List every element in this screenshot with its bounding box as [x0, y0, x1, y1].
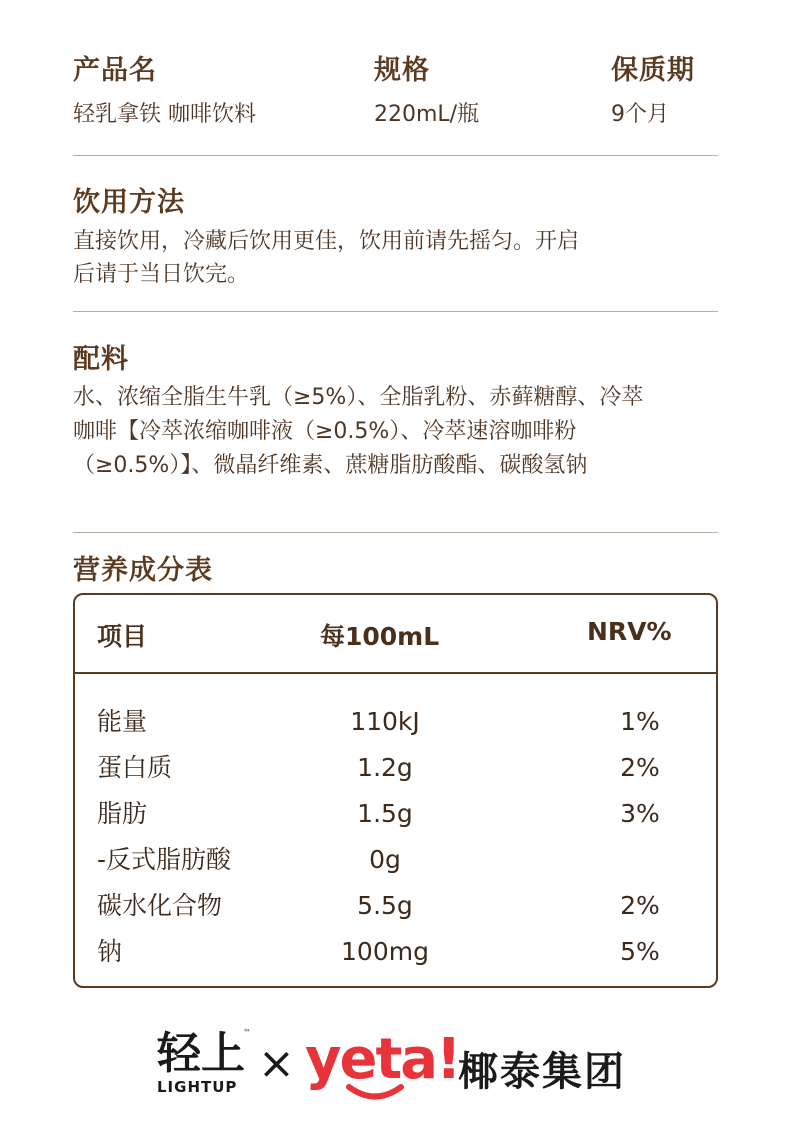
nutrition-header: 营养成分表 — [73, 555, 213, 586]
usage-line-1: 直接饮用，冷藏后饮用更佳，饮用前请先摇匀。开启 — [73, 229, 580, 254]
usage-line-2: 后请于当日饮完。 — [73, 262, 250, 287]
row-item: -反式脂肪酸 — [97, 845, 232, 874]
row-item: 碳水化合物 — [97, 891, 223, 920]
lightup-logo-cn: 轻上 — [157, 1028, 245, 1079]
row-item: 蛋白质 — [97, 753, 173, 782]
shelf-life-value: 9个月 — [611, 102, 669, 127]
row-nrv: 5% — [620, 937, 660, 966]
shelf-life-header: 保质期 — [611, 55, 695, 86]
ingredients-header: 配料 — [73, 344, 129, 375]
ingredients-line-3: （≥0.5%）】、微晶纤维素、蔗糖脂肪酸酯、碳酸氢钠 — [73, 453, 588, 478]
lightup-logo-en: LIGHTUP — [157, 1078, 238, 1096]
row-item: 能量 — [97, 707, 148, 736]
table-header-divider — [75, 672, 716, 674]
ingredients-line-2: 咖啡【冷萃浓缩咖啡液（≥0.5%）、冷萃速溶咖啡粉 — [73, 419, 577, 444]
divider-3 — [73, 532, 718, 533]
table-row — [75, 745, 716, 791]
brand-footer — [0, 1027, 790, 1110]
table-row — [75, 837, 716, 883]
yeta-group-name: 椰泰集团 — [458, 1049, 626, 1095]
row-item: 脂肪 — [97, 799, 148, 828]
table-row — [75, 929, 716, 975]
yeta-logo-text: yeta! — [305, 1027, 460, 1092]
row-value: 1.2g — [357, 753, 413, 782]
yeta-logo — [305, 1027, 460, 1092]
yeta-smile-icon — [345, 1084, 405, 1102]
collab-cross-icon: × — [258, 1038, 295, 1089]
col-per-100ml-header: 每100mL — [320, 622, 440, 651]
row-value: 110kJ — [350, 707, 420, 736]
row-nrv: 3% — [620, 799, 660, 828]
product-name-value: 轻乳拿铁 咖啡饮料 — [73, 102, 256, 127]
col-item-header: 项目 — [97, 622, 148, 651]
trademark-mark: ™ — [243, 1028, 251, 1037]
row-nrv: 2% — [620, 891, 660, 920]
usage-header: 饮用方法 — [73, 187, 185, 218]
row-nrv: 1% — [620, 707, 660, 736]
lightup-logo — [157, 1028, 251, 1096]
nutrition-table — [73, 593, 718, 988]
divider-1 — [73, 155, 718, 156]
table-row — [75, 791, 716, 837]
row-value: 100mg — [341, 937, 429, 966]
row-nrv: 2% — [620, 753, 660, 782]
spec-header: 规格 — [374, 55, 430, 86]
ingredients-line-1: 水、浓缩全脂生牛乳（≥5%）、全脂乳粉、赤藓糖醇、冷萃 — [73, 385, 644, 410]
row-value: 5.5g — [357, 891, 413, 920]
row-value: 1.5g — [357, 799, 413, 828]
divider-2 — [73, 311, 718, 312]
table-row — [75, 883, 716, 929]
product-name-header: 产品名 — [73, 55, 157, 86]
col-nrv-header: NRV% — [587, 617, 672, 646]
spec-value: 220mL/瓶 — [374, 102, 480, 127]
row-item: 钠 — [97, 937, 123, 966]
table-row — [75, 699, 716, 745]
row-value: 0g — [369, 845, 401, 874]
